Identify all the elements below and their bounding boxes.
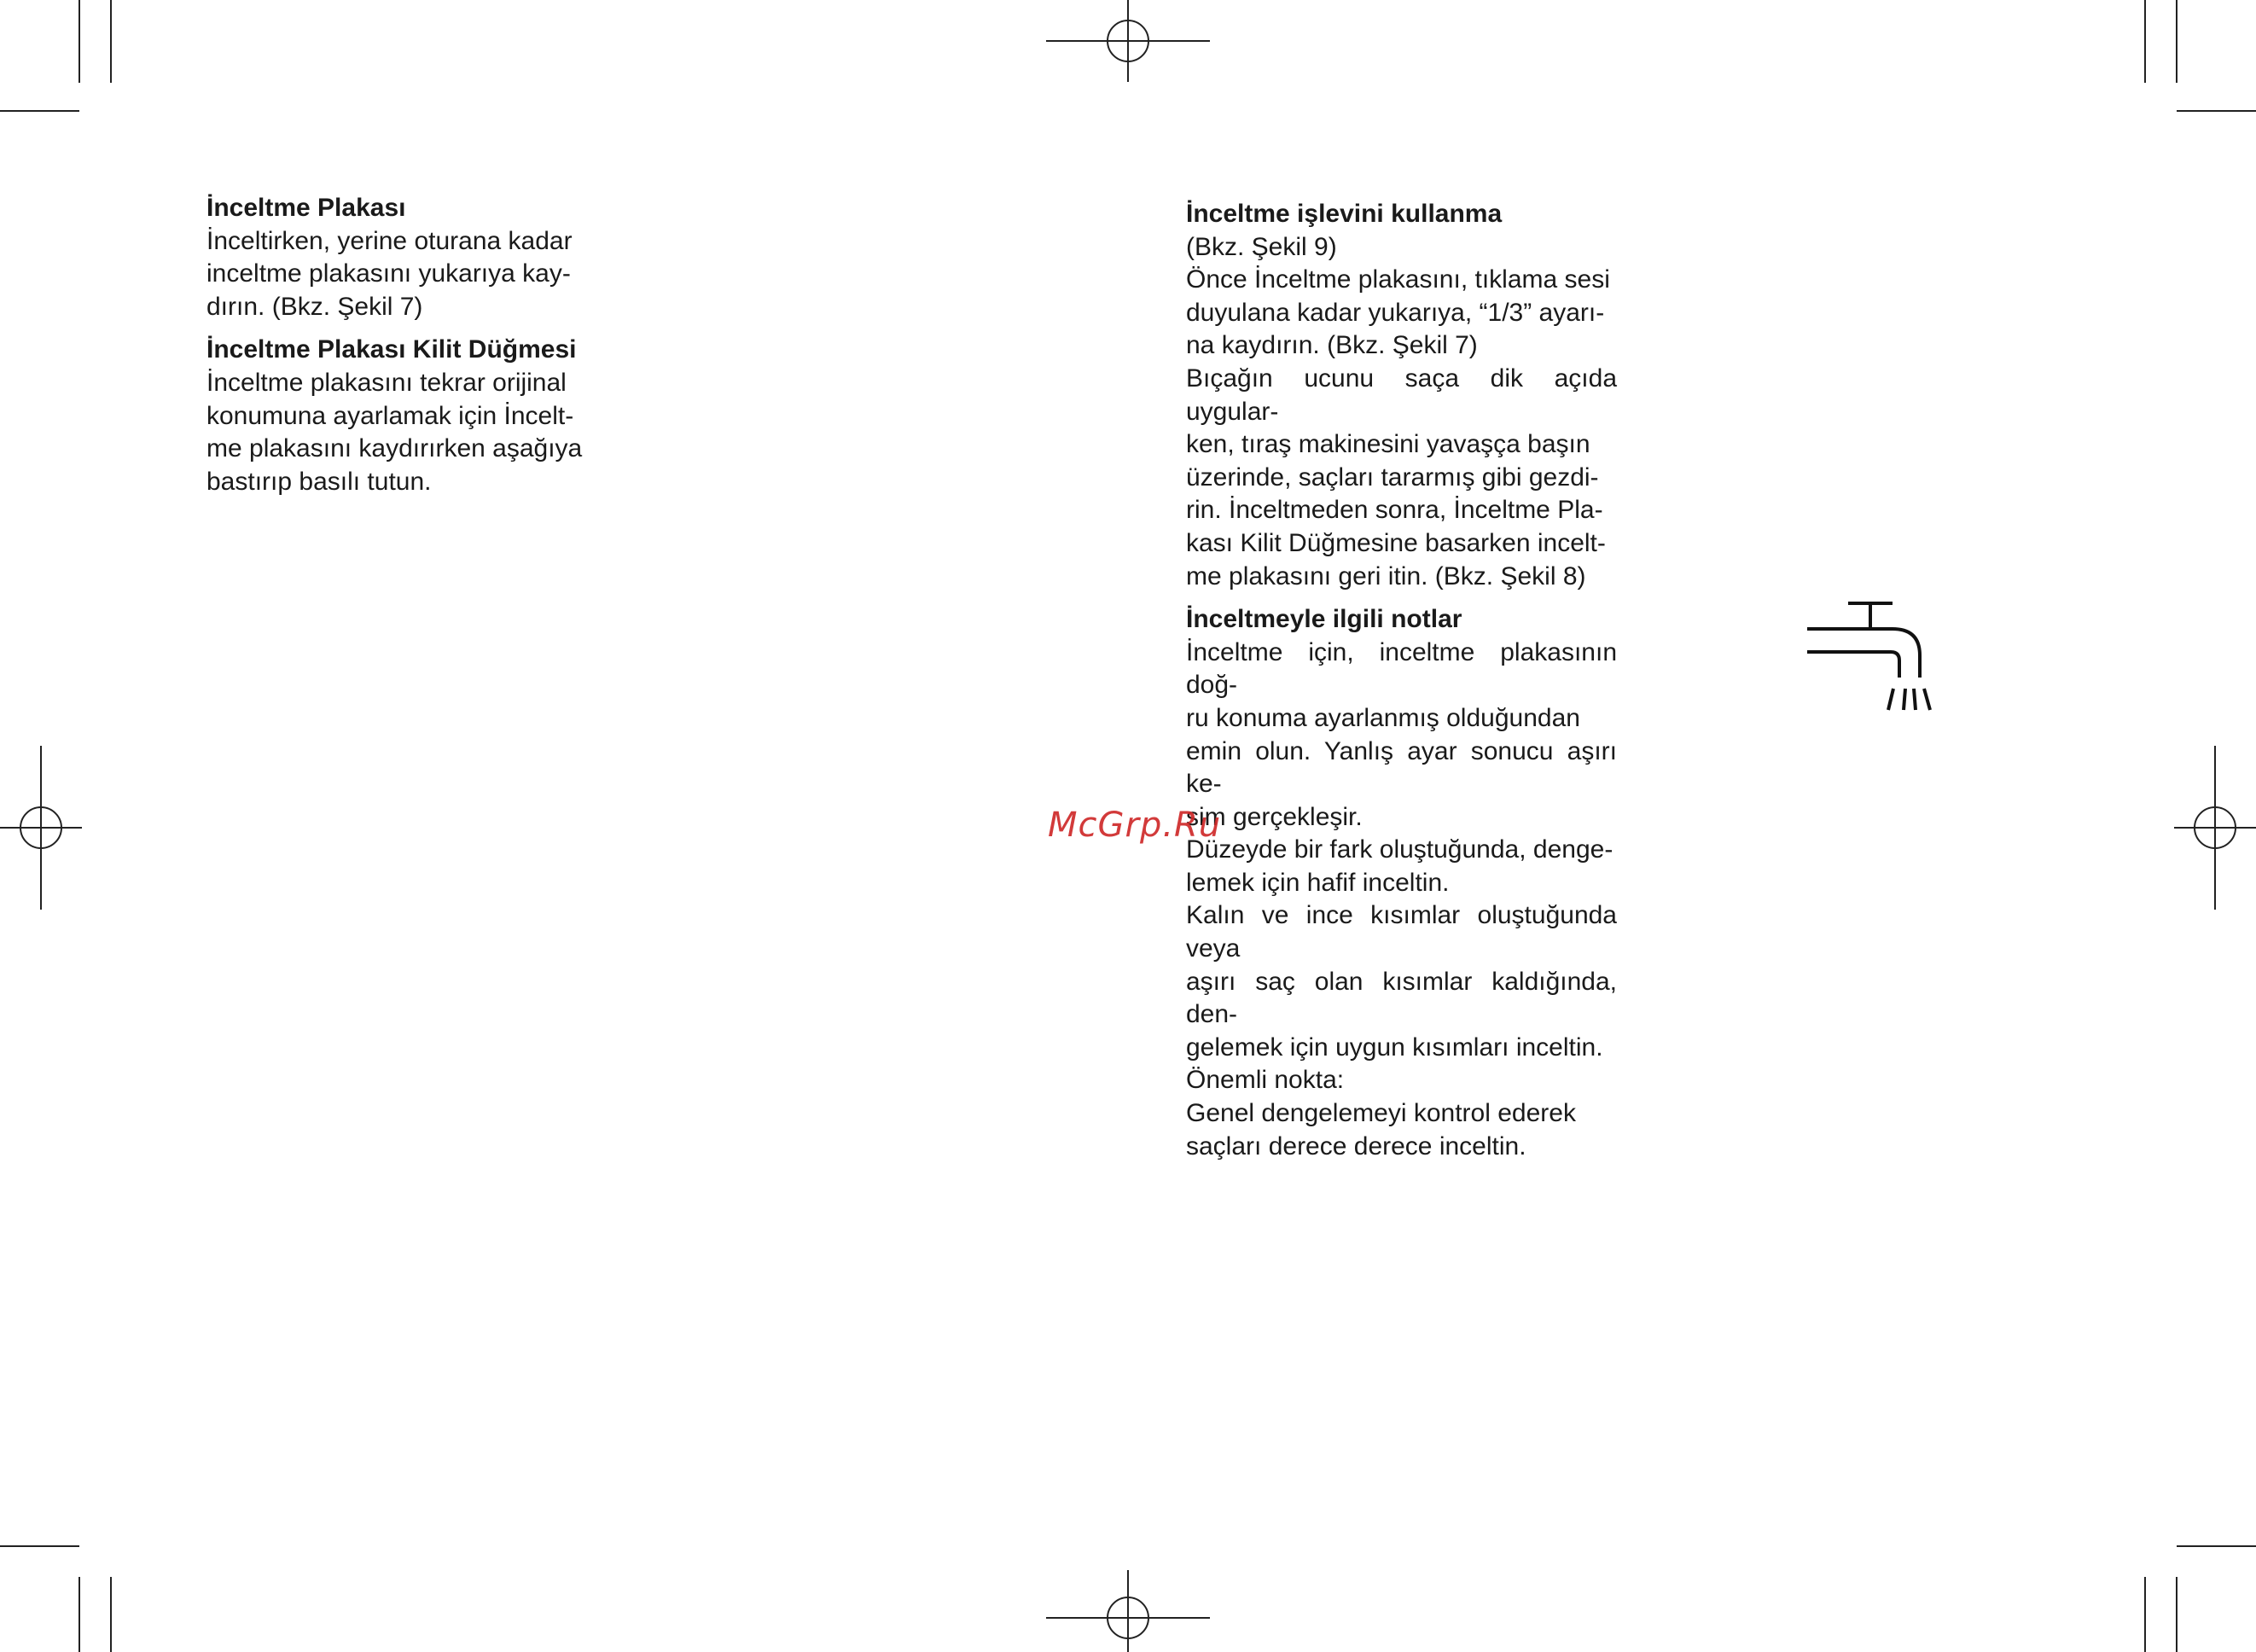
section-heading: İnceltme Plakası	[206, 194, 406, 222]
section-notlar	[1186, 603, 1617, 1163]
section-inceltme-islevi	[1186, 198, 1617, 593]
section-heading: İnceltme Plakası Kilit Düğmesi	[206, 335, 577, 364]
right-column	[1186, 198, 1617, 1173]
faucet-water-icon	[1807, 597, 1935, 717]
section-heading: İnceltmeyle ilgili notlar	[1186, 605, 1462, 634]
section-heading: İnceltme işlevini kullanma	[1186, 200, 1503, 228]
section-body: İnceltme plakasını tekrar orijinal konumuna ayarlamak için İncelt- me plakasını kaydırırken aşağıya bastırıp basılı tutun.	[206, 368, 583, 496]
watermark-text: McGrp.Ru	[1048, 806, 1222, 845]
section-kilit-dugmesi	[206, 334, 637, 498]
section-body: İnceltme için, inceltme plakasının doğ- ru konuma ayarlanmış olduğundan emin olun. Yanlış ayar sonucu aşırı ke- sim gerçekleşir. Düzeyde bir fark oluştuğunda, denge- lemek için hafif inceltin. Kalın ve ince kısımlar oluştuğunda veya aşırı saç olan kısımlar kaldığında, den- gelemek için uygun kısımları inceltin. Önemli nokta: Genel dengelemeyi kontrol ederek saçları derece derece inceltin.	[1186, 637, 1617, 1160]
section-body: (Bkz. Şekil 9) Önce İnceltme plakasını, tıklama sesi duyulana kadar yukarıya, “1/3” ayarı- na kaydırın. (Bkz. Şekil 7) Bıçağın ucunu saça dik açıda uygular- ken, tıraş makinesini yavaşça başın üzerinde, saçları tararmış gibi gezdi- rin. İnceltmeden sonra, İnceltme Pla- kası Kilit Düğmesine basarken incelt- me plakasını geri itin. (Bkz. Şekil 8)	[1186, 232, 1617, 590]
section-inceltme-plakasi	[206, 192, 637, 323]
left-column	[206, 192, 637, 509]
section-body: İnceltirken, yerine oturana kadar inceltme plakasını yukarıya kay- dırın. (Bkz. Şekil 7)	[206, 226, 573, 321]
